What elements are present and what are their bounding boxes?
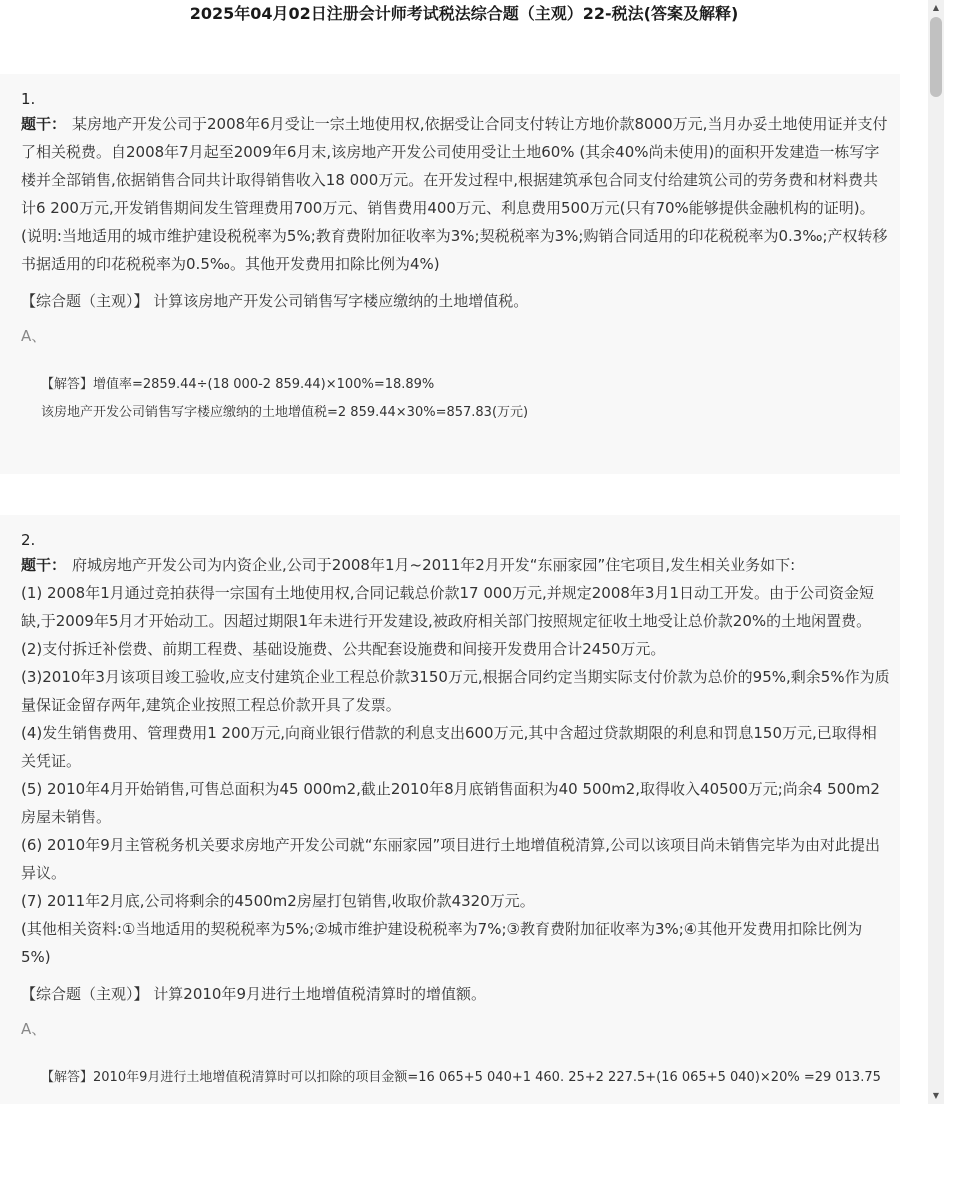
stem-paragraph: (说明:当地适用的城市维护建设税税率为5%;教育费附加征收率为3%;契税税率为3%;购销合同适用的印花税税率为0.3‰;产权转移书据适用的印花税税率为0.5‰。其他开发费用扣除比例为4%)	[21, 227, 888, 273]
answer-line: 该房地产开发公司销售写字楼应缴纳的土地增值税=2 859.44×30%=857.83(万元)	[41, 405, 529, 420]
stem-paragraph: (4)发生销售费用、管理费用1 200万元,向商业银行借款的利息支出600万元,其中含超过贷款期限的利息和罚息150万元,已取得相关凭证。	[21, 724, 877, 770]
stem-paragraph: (6) 2010年9月主管税务机关要求房地产开发公司就“东丽家园”项目进行土地增值税清算,公司以该项目尚未销售完毕为由对此提出异议。	[21, 836, 881, 882]
question-text: 计算2010年9月进行土地增值税清算时的增值额。	[153, 985, 487, 1003]
vertical-scrollbar[interactable]	[928, 0, 944, 1104]
stem-paragraph: (1) 2008年1月通过竞拍获得一宗国有土地使用权,合同记载总价款17 000万元,并规定2008年3月1日动工开发。由于公司资金短缺,于2009年5月才开始动工。因超过期限1年未进行开发建设,被政府相关部门按照规定征收土地受让总价款20%的土地闲置费。	[21, 584, 875, 630]
answer-line: 【解答】2010年9月进行土地增值税清算时可以扣除的项目金额=16 065+5 040+1 460. 25+2 227.5+(16 065+5 040)×20% =29 013.75	[41, 1070, 881, 1085]
stem-paragraph: (7) 2011年2月底,公司将剩余的4500m2房屋打包销售,收取价款4320万元。	[21, 892, 535, 910]
question-prompt	[21, 980, 890, 1008]
question-text: 计算该房地产开发公司销售写字楼应缴纳的土地增值税。	[153, 292, 529, 310]
question-type-label: 【综合题（主观）】	[21, 985, 149, 1003]
question-card-1	[0, 74, 900, 474]
scroll-down-arrow-icon[interactable]: ▼	[932, 1091, 940, 1100]
stem-paragraph: 府城房地产开发公司为内资企业,公司于2008年1月~2011年2月开发“东丽家园”住宅项目,发生相关业务如下:	[72, 556, 796, 574]
question-card-2	[0, 515, 900, 1104]
stem-paragraph: (5) 2010年4月开始销售,可售总面积为45 000m2,截止2010年8月底销售面积为40 500m2,取得收入40500万元;尚余4 500m2房屋未销售。	[21, 780, 880, 826]
question-number: 1.	[21, 90, 36, 108]
stem-paragraph: 某房地产开发公司于2008年6月受让一宗土地使用权,依据受让合同支付转让方地价款8000万元,当月办妥土地使用证并支付了相关税费。自2008年7月起至2009年6月末,该房地产开发公司使用受让土地60% (其余40%尚未使用)的面积开发建造一栋写字楼并全部销售,依据销售合同共计取得销售收入18 000万元。在开发过程中,根据建筑承包合同支付给建筑公司的劳务费和材料费共计6 200万元,开发销售期间发生管理费用700万元、销售费用400万元、利息费用500万元(只有70%能够提供金融机构的证明)。	[21, 115, 888, 217]
answer-explanation	[41, 371, 890, 427]
question-stem	[21, 110, 890, 278]
question-type-label: 【综合题（主观）】	[21, 292, 149, 310]
stem-paragraph: (3)2010年3月该项目竣工验收,应支付建筑企业工程总价款3150万元,根据合同约定当期实际支付价款为总价的95%,剩余5%作为质量保证金留存两年,建筑企业按照工程总价款开具了发票。	[21, 668, 890, 714]
answer-line: 【解答】增值率=2859.44÷(18 000-2 859.44)×100%=18.89%	[41, 377, 435, 392]
stem-paragraph: (其他相关资料:①当地适用的契税税率为5%;②城市维护建设税税率为7%;③教育费附加征收率为3%;④其他开发费用扣除比例为5%)	[21, 920, 863, 966]
scrollbar-thumb[interactable]	[930, 17, 942, 97]
answer-option: A、	[21, 1020, 47, 1038]
answer-option: A、	[21, 327, 47, 345]
answer-explanation	[41, 1064, 890, 1092]
question-number: 2.	[21, 531, 36, 549]
question-stem	[21, 551, 890, 971]
scroll-up-arrow-icon[interactable]: ▲	[932, 3, 940, 12]
question-prompt	[21, 287, 890, 315]
stem-label: 题干：	[21, 556, 67, 574]
stem-label: 题干：	[21, 115, 67, 133]
page-title: 2025年04月02日注册会计师考试税法综合题（主观）22-税法(答案及解释)	[189, 4, 739, 23]
stem-paragraph: (2)支付拆迁补偿费、前期工程费、基础设施费、公共配套设施费和间接开发费用合计2450万元。	[21, 640, 666, 658]
